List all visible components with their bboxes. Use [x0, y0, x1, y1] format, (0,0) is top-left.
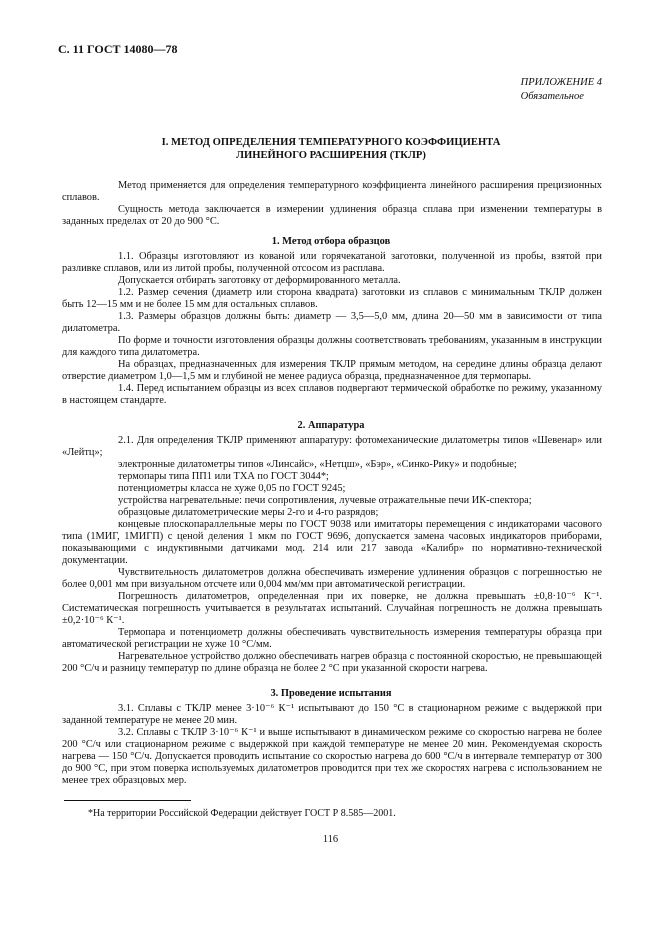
appendix-label	[521, 76, 602, 104]
section-heading: 2. Аппаратура	[297, 420, 365, 431]
paragraph: электронные дилатометры типов «Линсайс», «Нетцш», «Бэр», «Синко-Рику» и подобные;	[118, 459, 517, 470]
paragraph: 1.4. Перед испытанием образцы из всех сплавов подвергают термической обработке по режиму, указанному в настоящем стандарте.	[62, 383, 602, 406]
paragraph: устройства нагревательные: печи сопротивления, лучевые отражательные печи ИК-спектора;	[118, 495, 532, 506]
paragraph: 1.3. Размеры образцов должны быть: диаметр — 3,5—5,0 мм, длина 20—50 мм в зависимости от типа дилатометра.	[62, 311, 602, 334]
appendix-status: Обязательное	[520, 91, 584, 102]
paragraph: Чувствительность дилатометров должна обеспечивать измерение удлинения образцов с погрешностью не более 0,001 мм при визуальном отсчете или 0,004 мм/мм при автоматической регистрации.	[62, 567, 602, 590]
paragraph: концевые плоскопараллельные меры по ГОСТ 9038 или имитаторы перемещения с индикаторами часового типа (1МИГ, 1МИГП) с ценой деления 1 мкм по ГОСТ 9696, допускается замена часовых индикаторов приборами, показывающими с индуктивными датчиками мод. 214 или 217 завода «Калибр» по нормативно-технической документации.	[62, 519, 602, 566]
intro-paragraph: Сущность метода заключается в измерении удлинения образца сплава при изменении температуры в заданных пределах от 20 до 900 °С.	[62, 204, 602, 227]
method-title	[58, 137, 604, 162]
paragraph: образцовые дилатометрические меры 2-го и 4-го разрядов;	[118, 507, 379, 518]
paragraph: Нагревательное устройство должно обеспечивать нагрев образца с постоянной скоростью, не превышающей 200 °С/ч и разницу температур по длине образца не более 2 °С при указанной скорости нагрева.	[62, 651, 602, 674]
section-heading: 1. Метод отбора образцов	[271, 236, 391, 247]
intro-paragraph: Метод применяется для определения температурного коэффициента линейного расширения прецизионных сплавов.	[62, 180, 602, 203]
paragraph: 1.1. Образцы изготовляют из кованой или горячекатаной заготовки, полученной из пробы, взятой при разливке сплавов, или из литой пробы, полученной отсосом из расплава.	[62, 251, 602, 274]
paragraph: термопары типа ПП1 или ТХА по ГОСТ 3044*;	[118, 471, 329, 482]
section-heading: 3. Проведение испытания	[270, 688, 392, 699]
paragraph: 3.2. Сплавы с ТКЛР 3·10⁻⁶ К⁻¹ и выше испытывают в динамическом режиме со скоростью нагрева не более 200 °С/ч или стационарном режиме с выдержкой при каждой температуре не менее 20 мин. Рекомендуемая скорость нагрева — 150 °С/ч. Допускается проводить испытание со скоростью нагрева до 600 °С/ч в интервале температур от 300 до 900 °С, при этом поверка используемых дилатометров проводится при тех же скоростях нагрева с использованием не менее трех образцовых мер.	[62, 727, 602, 786]
paragraph: 2.1. Для определения ТКЛР применяют аппаратуру: фотомеханические дилатометры типов «Шевенар» или «Лейтц»;	[62, 435, 602, 458]
method-title-line2: ЛИНЕЙНОГО РАСШИРЕНИЯ (ТКЛР)	[236, 149, 426, 161]
appendix-number: ПРИЛОЖЕНИЕ 4	[520, 77, 602, 88]
paragraph: Погрешность дилатометров, определенная при их поверке, не должна превышать ±0,8·10⁻⁶ К⁻¹. Систематическая погрешность учитывается в результатах испытаний. Случайная погрешность не должна превышать ±0,2·10⁻⁶ К⁻¹.	[62, 591, 602, 626]
paragraph: По форме и точности изготовления образцы должны соответствовать требованиям, указанным в инструкции для каждого типа дилатометра.	[62, 335, 602, 358]
paragraph: Допускается отбирать заготовку от деформированного металла.	[118, 275, 401, 286]
paragraph: потенциометры класса не хуже 0,05 по ГОСТ 9245;	[118, 483, 346, 494]
paragraph: 3.1. Сплавы с ТКЛР менее 3·10⁻⁶ К⁻¹ испытывают до 150 °С в стационарном режиме с выдержкой при заданной температуре не менее 20 мин.	[62, 703, 602, 726]
method-title-line1: I. МЕТОД ОПРЕДЕЛЕНИЯ ТЕМПЕРАТУРНОГО КОЭФФИЦИЕНТА	[161, 137, 501, 148]
footnote-divider	[64, 800, 191, 801]
paragraph: Термопара и потенциометр должны обеспечивать чувствительность измерения температуры образца при автоматической регистрации не хуже 10 °С/мм.	[62, 627, 602, 650]
footnote: *На территории Российской Федерации действует ГОСТ Р 8.585—2001.	[88, 808, 396, 819]
page-header: С. 11 ГОСТ 14080—78	[58, 42, 178, 56]
page-number: 116	[322, 834, 339, 845]
paragraph: 1.2. Размер сечения (диаметр или сторона квадрата) заготовки из сплавов с минимальным ТКЛР должен быть 12—15 мм и не более 15 мм для остальных сплавов.	[62, 287, 602, 310]
paragraph: На образцах, предназначенных для измерения ТКЛР прямым методом, на середине длины образца делают отверстие диаметром 1,0—1,5 мм и глубиной не менее радиуса образца, предназначенное для термопары.	[62, 359, 602, 382]
